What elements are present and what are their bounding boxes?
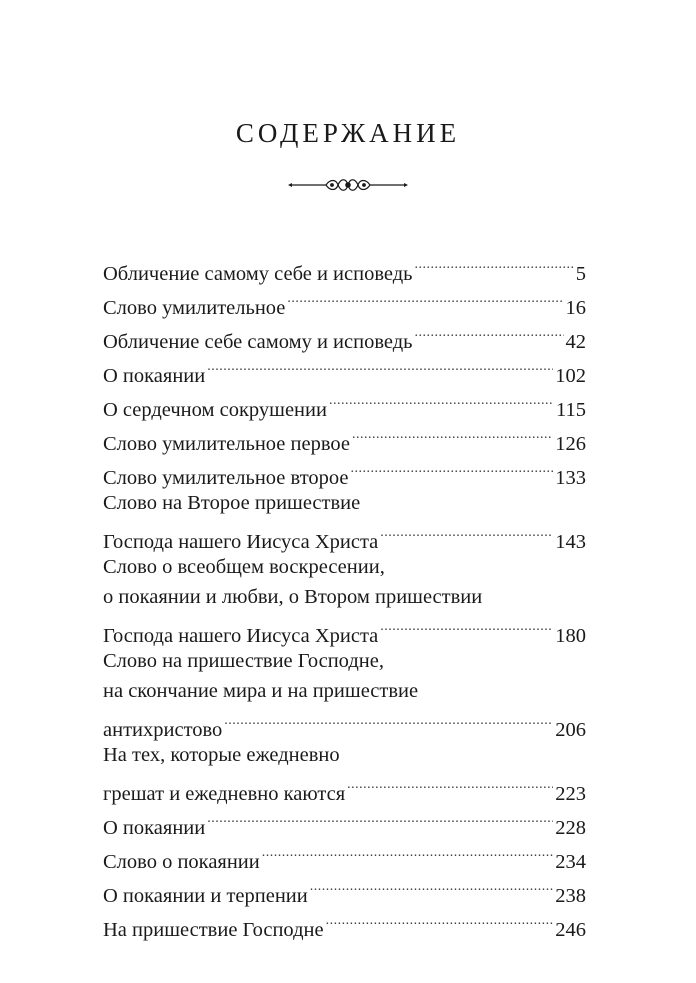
flourish-ornament-icon	[288, 176, 408, 194]
toc-entry-title-line: антихристово	[103, 719, 223, 741]
toc-entry-title-line: грешат и ежедневно каются	[103, 783, 346, 805]
toc-entry-page-number: 180	[555, 625, 586, 647]
toc-entry-title-line: Обличение себе самому и исповедь	[103, 331, 413, 353]
dot-leader	[310, 872, 554, 902]
dot-leader	[350, 454, 553, 484]
dot-leader	[262, 838, 553, 868]
toc-entry-title-line: Слово о всеобщем воскресении,	[103, 556, 385, 578]
dot-leader	[287, 284, 563, 314]
toc-entry-page-number: 238	[555, 885, 586, 907]
toc-entry-page-number: 115	[556, 399, 586, 421]
toc-entry-row	[103, 612, 586, 647]
toc-entry-page-number: 16	[565, 297, 586, 319]
dot-leader	[415, 250, 574, 280]
toc-entry-row	[103, 518, 586, 553]
dot-leader	[207, 352, 553, 382]
toc-entry[interactable]	[103, 646, 586, 741]
toc-entry-title-line: О покаянии и терпении	[103, 885, 308, 907]
dot-leader	[380, 612, 553, 642]
dot-leader	[329, 386, 554, 416]
dot-leader	[380, 518, 553, 548]
dot-leader	[415, 318, 564, 348]
toc-entry[interactable]	[103, 488, 586, 553]
toc-entry-title-line: Господа нашего Иисуса Христа	[103, 625, 379, 647]
page-title: СОДЕРЖАНИЕ	[235, 118, 461, 148]
toc-entry-title-line: Слово о покаянии	[103, 851, 260, 873]
toc-entry-title-line: На тех, которые ежедневно	[103, 744, 340, 766]
dot-leader	[224, 706, 553, 736]
toc-entry-page-number: 234	[555, 851, 586, 873]
toc-entry-page-number: 143	[555, 531, 586, 553]
toc-entry-title-line: На пришествие Господне	[103, 919, 324, 941]
toc-entry-title-line: Слово умилительное	[103, 297, 286, 319]
toc-entry-row	[103, 706, 586, 741]
toc-entry-title-line: Обличение самому себе и исповедь	[103, 263, 413, 285]
dot-leader	[326, 906, 554, 936]
toc-entry[interactable]	[103, 250, 586, 285]
toc-entry-page-number: 5	[575, 263, 586, 285]
toc-entry-title-line: О покаянии	[103, 365, 206, 387]
toc-entry-page-number: 133	[555, 467, 586, 489]
toc-entry-title-line: Слово на Второе пришествие	[103, 492, 361, 514]
toc-entry-page-number: 206	[555, 719, 586, 741]
toc-entry-title-line: на скончание мира и на пришествие	[103, 680, 419, 702]
dot-leader	[352, 420, 553, 450]
toc-entry-title-line: О сердечном сокрушении	[103, 399, 327, 421]
dot-leader	[347, 770, 553, 800]
toc-entry[interactable]	[103, 552, 586, 647]
table-of-contents	[103, 250, 586, 940]
toc-entry-page-number: 102	[555, 365, 586, 387]
toc-entry-row	[103, 770, 586, 805]
toc-entry-title-line: Господа нашего Иисуса Христа	[103, 531, 379, 553]
toc-entry[interactable]	[103, 740, 586, 805]
toc-entry-page-number: 126	[555, 433, 586, 455]
dot-leader	[207, 804, 553, 834]
toc-entry-title-line: о покаянии и любви, о Втором пришествии	[103, 586, 483, 608]
toc-entry-title-line: Слово умилительное первое	[103, 433, 350, 455]
toc-entry-title-line: Слово на пришествие Господне,	[103, 650, 384, 672]
toc-entry-page-number: 228	[555, 817, 586, 839]
toc-entry-page-number: 42	[565, 331, 586, 353]
toc-entry-page-number: 246	[555, 919, 586, 941]
toc-entry-title-line: О покаянии	[103, 817, 206, 839]
toc-entry-title-line: Слово умилительное второе	[103, 467, 349, 489]
toc-entry-row	[103, 250, 586, 285]
toc-entry-page-number: 223	[555, 783, 586, 805]
